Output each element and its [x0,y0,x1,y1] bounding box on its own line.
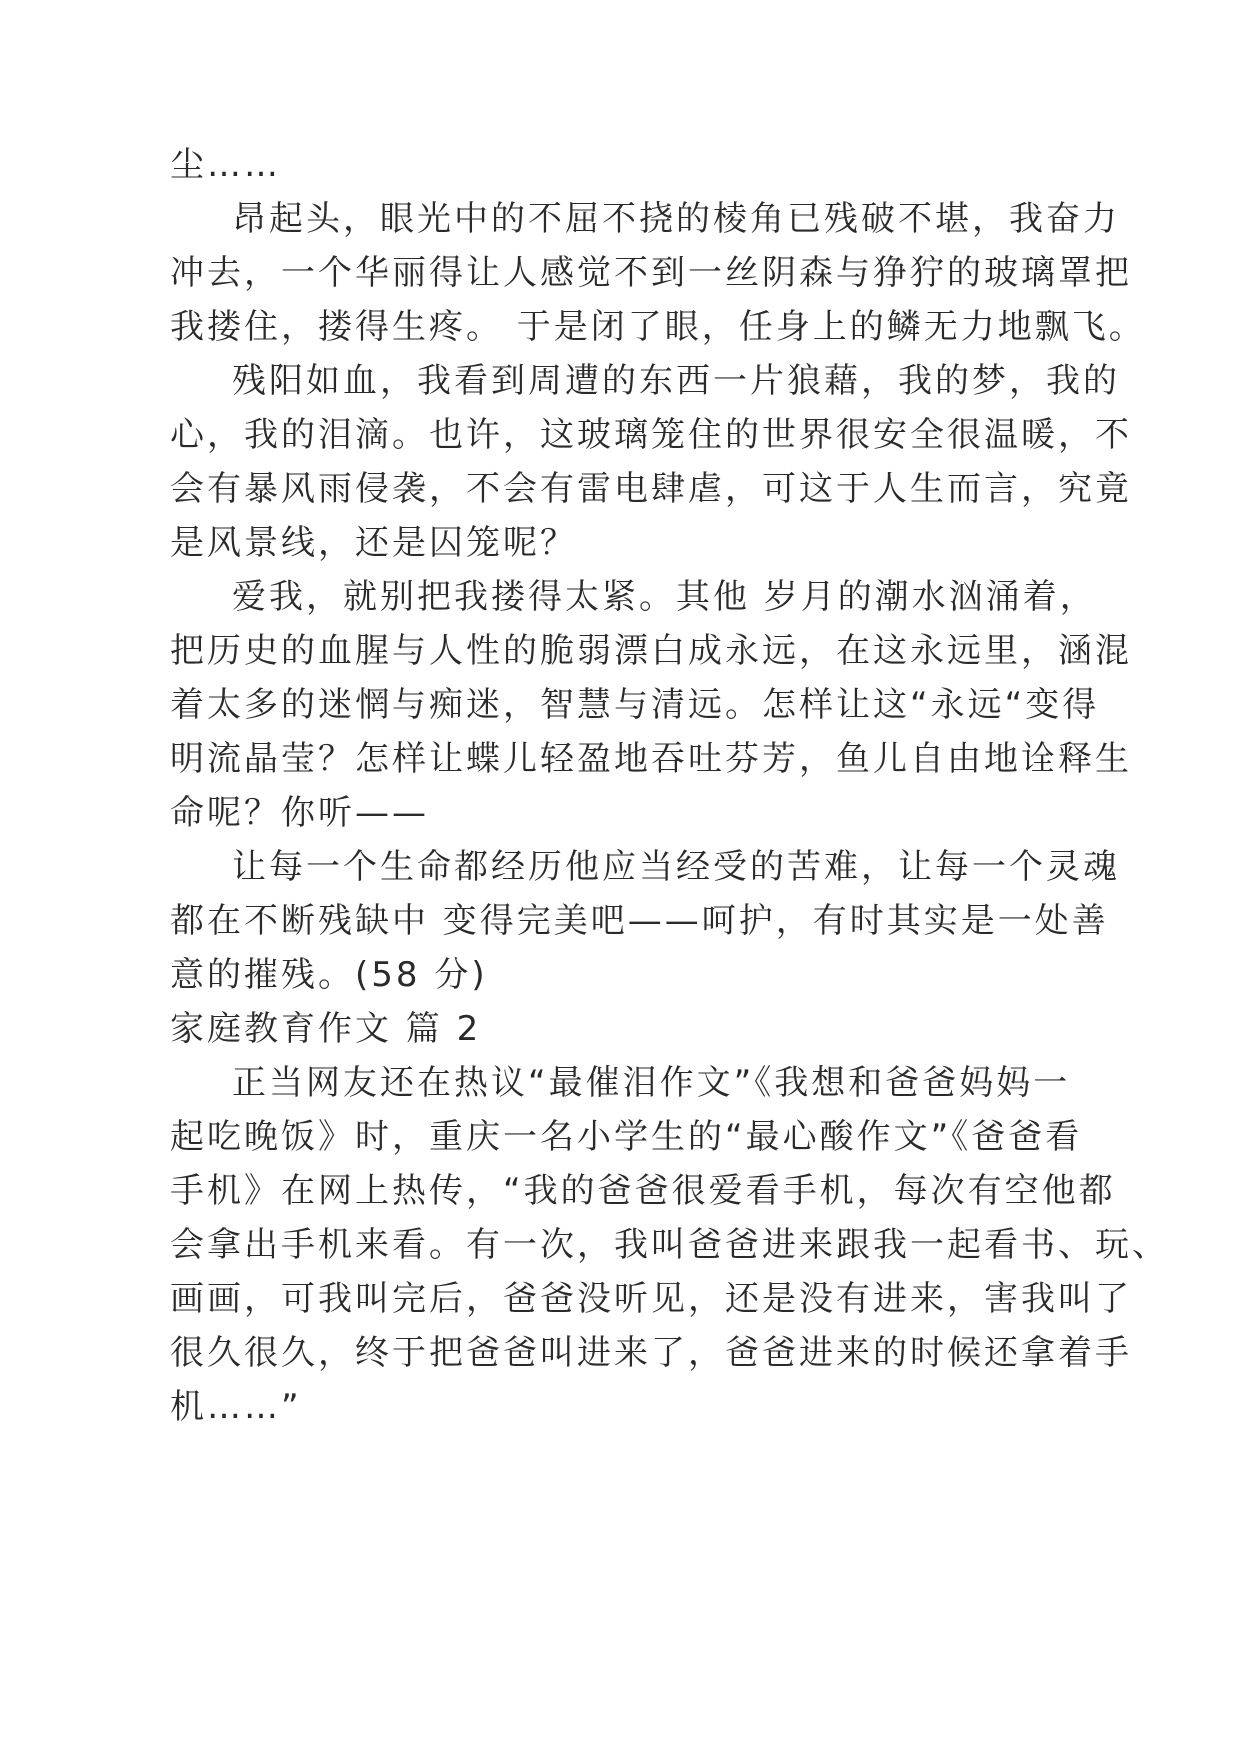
text-line: 让每一个生命都经历他应当经受的苦难，让每一个灵魂 [232,847,1120,887]
text-line: 正当网友还在热议“最催泪作文”《我想和爸爸妈妈一 [232,1063,1071,1103]
text-line: 起吃晚饭》时，重庆一名小学生的“最心酸作文”《爸爸看 [170,1117,1083,1157]
text-line: 很久很久，终于把爸爸叫进来了，爸爸进来的时候还拿着手 [170,1333,1132,1373]
text-line: 尘…… [170,145,281,185]
text-line: 心，我的泪滴。也许，这玻璃笼住的世界很安全很温暖，不 [170,415,1132,455]
text-line: 机……” [170,1387,302,1427]
text-line: 残阳如血，我看到周遭的东西一片狼藉，我的梦，我的 [232,361,1120,401]
text-line: 爱我，就别把我搂得太紧。其他 岁月的潮水汹涌着， [232,577,1097,617]
text-line: 我搂住，搂得生疼。 于是闭了眼，任身上的鳞无力地飘飞。 [170,307,1146,347]
text-line: 命呢？你听—— [170,793,429,833]
text-line: 都在不断残缺中 变得完美吧——呵护，有时其实是一处善 [170,901,1109,941]
text-line: 是风景线，还是囚笼呢？ [170,523,577,563]
text-line: 意的摧残。(58 分) [170,955,488,995]
section-heading: 家庭教育作文 篇 2 [170,1009,482,1049]
text-line: 把历史的血腥与人性的脆弱漂白成永远，在这永远里，涵混 [170,631,1132,671]
text-line: 明流晶莹？怎样让蝶儿轻盈地吞吐芬芳，鱼儿自由地诠释生 [170,739,1132,779]
text-line: 会拿出手机来看。有一次，我叫爸爸进来跟我一起看书、玩、 [170,1225,1169,1265]
text-line: 冲去，一个华丽得让人感觉不到一丝阴森与狰狞的玻璃罩把 [170,253,1132,293]
text-line: 昂起头，眼光中的不屈不挠的棱角已残破不堪，我奋力 [232,199,1120,239]
text-line: 画画，可我叫完后，爸爸没听见，还是没有进来，害我叫了 [170,1279,1132,1319]
text-line: 手机》在网上热传，“我的爸爸很爱看手机，每次有空他都 [170,1171,1116,1211]
text-line: 会有暴风雨侵袭，不会有雷电肆虐，可这于人生而言，究竟 [170,469,1132,509]
text-line: 着太多的迷惘与痴迷，智慧与清远。怎样让这“永远“变得 [170,685,1100,725]
